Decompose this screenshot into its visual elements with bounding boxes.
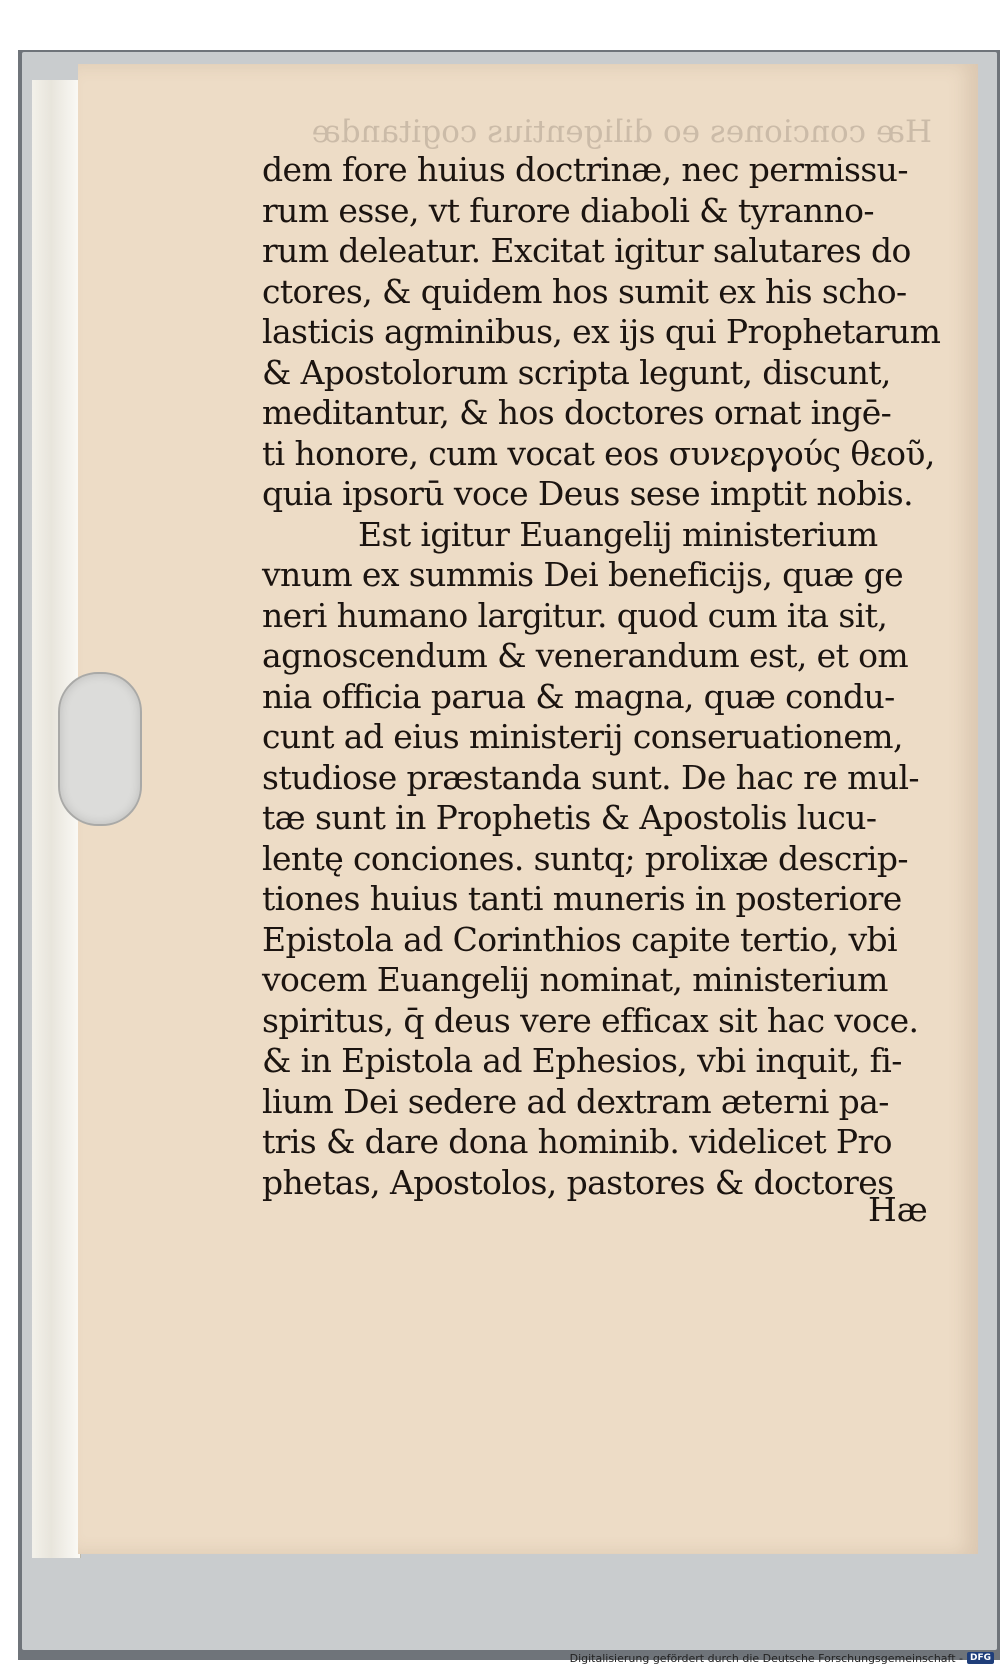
page-edges xyxy=(32,80,81,1558)
text-line: spiritus, q̄ deus vere efficax sit hac voce. xyxy=(262,1000,919,1040)
text-line: dem fore huius doctrinæ, nec permissu- xyxy=(262,150,908,189)
text-line: ti honore, cum vocat eos συνεργούς θεοῦ, xyxy=(262,433,935,473)
bleed-through-text: Hæ conciones eo diligentius cogitandæ xyxy=(311,114,932,150)
clip-tab xyxy=(58,672,142,826)
text-line: meditantur, & hos doctores ornat ingē- xyxy=(262,393,892,432)
footer-text: Digitalisierung gefördert durch die Deutsche Forschungsgemeinschaft - xyxy=(569,1651,963,1665)
catchword: Hæ xyxy=(868,1190,928,1229)
text-line: agnoscendum & venerandum est, et om xyxy=(262,636,909,675)
text-line: quia ipsorū voce Deus sese imptit nobis. xyxy=(262,474,913,513)
text-line: lentę conciones. suntq; prolixæ descrip- xyxy=(262,838,908,878)
text-line: & in Epistola ad Ephesios, vbi inquit, fi- xyxy=(262,1041,902,1080)
text-line: cunt ad eius ministerij conseruationem, xyxy=(262,717,903,756)
text-line: ctores, & quidem hos sumit ex his scho- xyxy=(262,271,907,311)
text-line: tris & dare dona hominib. videlicet Pro xyxy=(262,1122,892,1161)
text-line: tæ sunt in Prophetis & Apostolis lucu- xyxy=(262,798,877,837)
text-line: & Apostolorum scripta legunt, discunt, xyxy=(262,352,891,392)
text-line: neri humano largitur. quod cum ita sit, xyxy=(262,595,888,635)
text-line: Est igitur Euangelij ministerium xyxy=(358,514,878,554)
digitization-footer xyxy=(570,1650,994,1666)
text-line: studiose præstanda sunt. De hac re mul- xyxy=(262,757,919,797)
text-line: rum deleatur. Excitat igitur salutares do xyxy=(262,231,911,270)
text-line: nia officia parua & magna, quæ condu- xyxy=(262,676,895,716)
text-line: lium Dei sedere ad dextram æterni pa- xyxy=(262,1081,889,1121)
text-line: lasticis agminibus, ex ijs qui Prophetarum xyxy=(262,312,941,351)
text-line: vnum ex summis Dei beneficijs, quæ ge xyxy=(262,555,904,594)
text-line: phetas, Apostolos, pastores & doctores xyxy=(262,1162,894,1202)
text-line: rum esse, vt furore diaboli & tyranno- xyxy=(262,190,874,230)
page-text xyxy=(262,150,962,1203)
text-line: vocem Euangelij nominat, ministerium xyxy=(262,960,888,999)
text-line: Epistola ad Corinthios capite tertio, vbi xyxy=(262,919,897,959)
text-line: tiones huius tanti muneris in posteriore xyxy=(262,879,902,918)
dfg-logo: DFG xyxy=(967,1652,994,1664)
